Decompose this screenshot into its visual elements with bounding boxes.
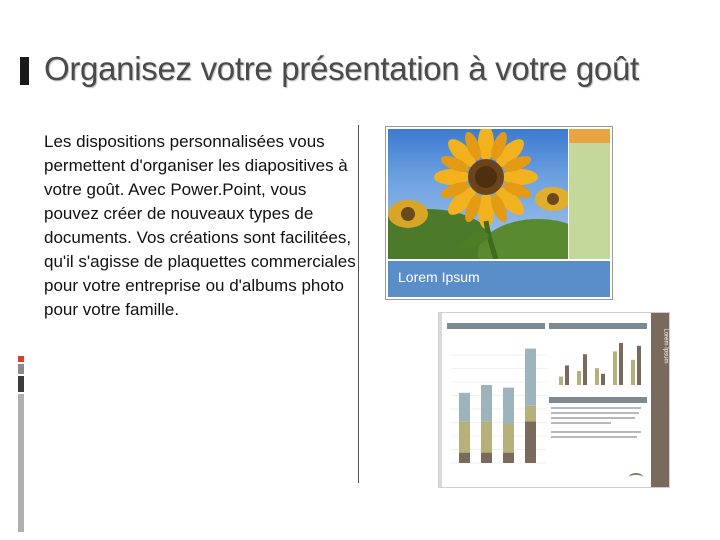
report-bar-segment bbox=[481, 421, 492, 452]
report-side-band bbox=[651, 313, 669, 487]
left-accent-stripe bbox=[18, 356, 24, 532]
report-thumbnail bbox=[438, 312, 670, 488]
report-text-line bbox=[551, 431, 641, 433]
slide-body-text: Les dispositions personnalisées vous permettent d'organiser les diapositives à votre goût. Avec Power.Point, vous pouvez créer de nouveaux types de documents. Vos créations sont facilitées, qu'il s'agisse de plaquettes commerciales pour votre entreprise ou d'albums photo pour votre famille. bbox=[44, 132, 356, 319]
report-bar-segment bbox=[525, 421, 536, 463]
report-text-line bbox=[551, 436, 637, 438]
card-caption: Lorem Ipsum bbox=[398, 269, 480, 285]
report-bar-segment bbox=[503, 388, 514, 424]
report-bar-segment bbox=[503, 453, 514, 463]
report-text-line bbox=[551, 407, 641, 409]
report-small-bar-chart bbox=[553, 337, 649, 389]
report-logo-mark bbox=[629, 473, 643, 481]
title-accent-bar bbox=[20, 57, 29, 85]
report-small-bar bbox=[583, 354, 587, 385]
report-bar-segment bbox=[525, 349, 536, 406]
report-bar-segment bbox=[525, 406, 536, 422]
report-left-edge bbox=[439, 313, 442, 487]
report-text-line bbox=[551, 417, 635, 419]
report-small-bar bbox=[595, 368, 599, 385]
report-text-line bbox=[551, 422, 611, 424]
report-small-bar bbox=[565, 365, 569, 385]
sunflower-card-thumbnail bbox=[385, 126, 613, 300]
card-orange-bar bbox=[569, 129, 610, 143]
report-small-bar bbox=[601, 374, 605, 385]
report-bar-segment bbox=[503, 424, 514, 453]
report-small-chart-header bbox=[549, 323, 647, 329]
report-small-bar bbox=[613, 351, 617, 385]
report-small-bar bbox=[559, 377, 563, 385]
card-caption-bar bbox=[388, 261, 610, 297]
sunflower-photo bbox=[388, 129, 568, 259]
card-green-panel bbox=[569, 129, 610, 259]
report-chart-header bbox=[447, 323, 545, 329]
report-bar-segment bbox=[459, 421, 470, 452]
report-bar-segment bbox=[459, 393, 470, 422]
slide-title: Organisez votre présentation à votre goût bbox=[44, 50, 639, 87]
report-small-bar bbox=[631, 360, 635, 385]
report-side-label: Lorem Ipsum bbox=[662, 328, 669, 364]
column-divider bbox=[358, 125, 359, 483]
report-small-bar bbox=[619, 343, 623, 385]
report-text-line bbox=[551, 412, 639, 414]
report-small-bar bbox=[637, 346, 641, 385]
report-text-header bbox=[549, 397, 647, 403]
report-bar-segment bbox=[481, 385, 492, 421]
report-bar-segment bbox=[459, 453, 470, 463]
report-bar-segment bbox=[481, 453, 492, 463]
report-small-bar bbox=[577, 371, 581, 385]
report-bar-chart bbox=[451, 335, 547, 467]
